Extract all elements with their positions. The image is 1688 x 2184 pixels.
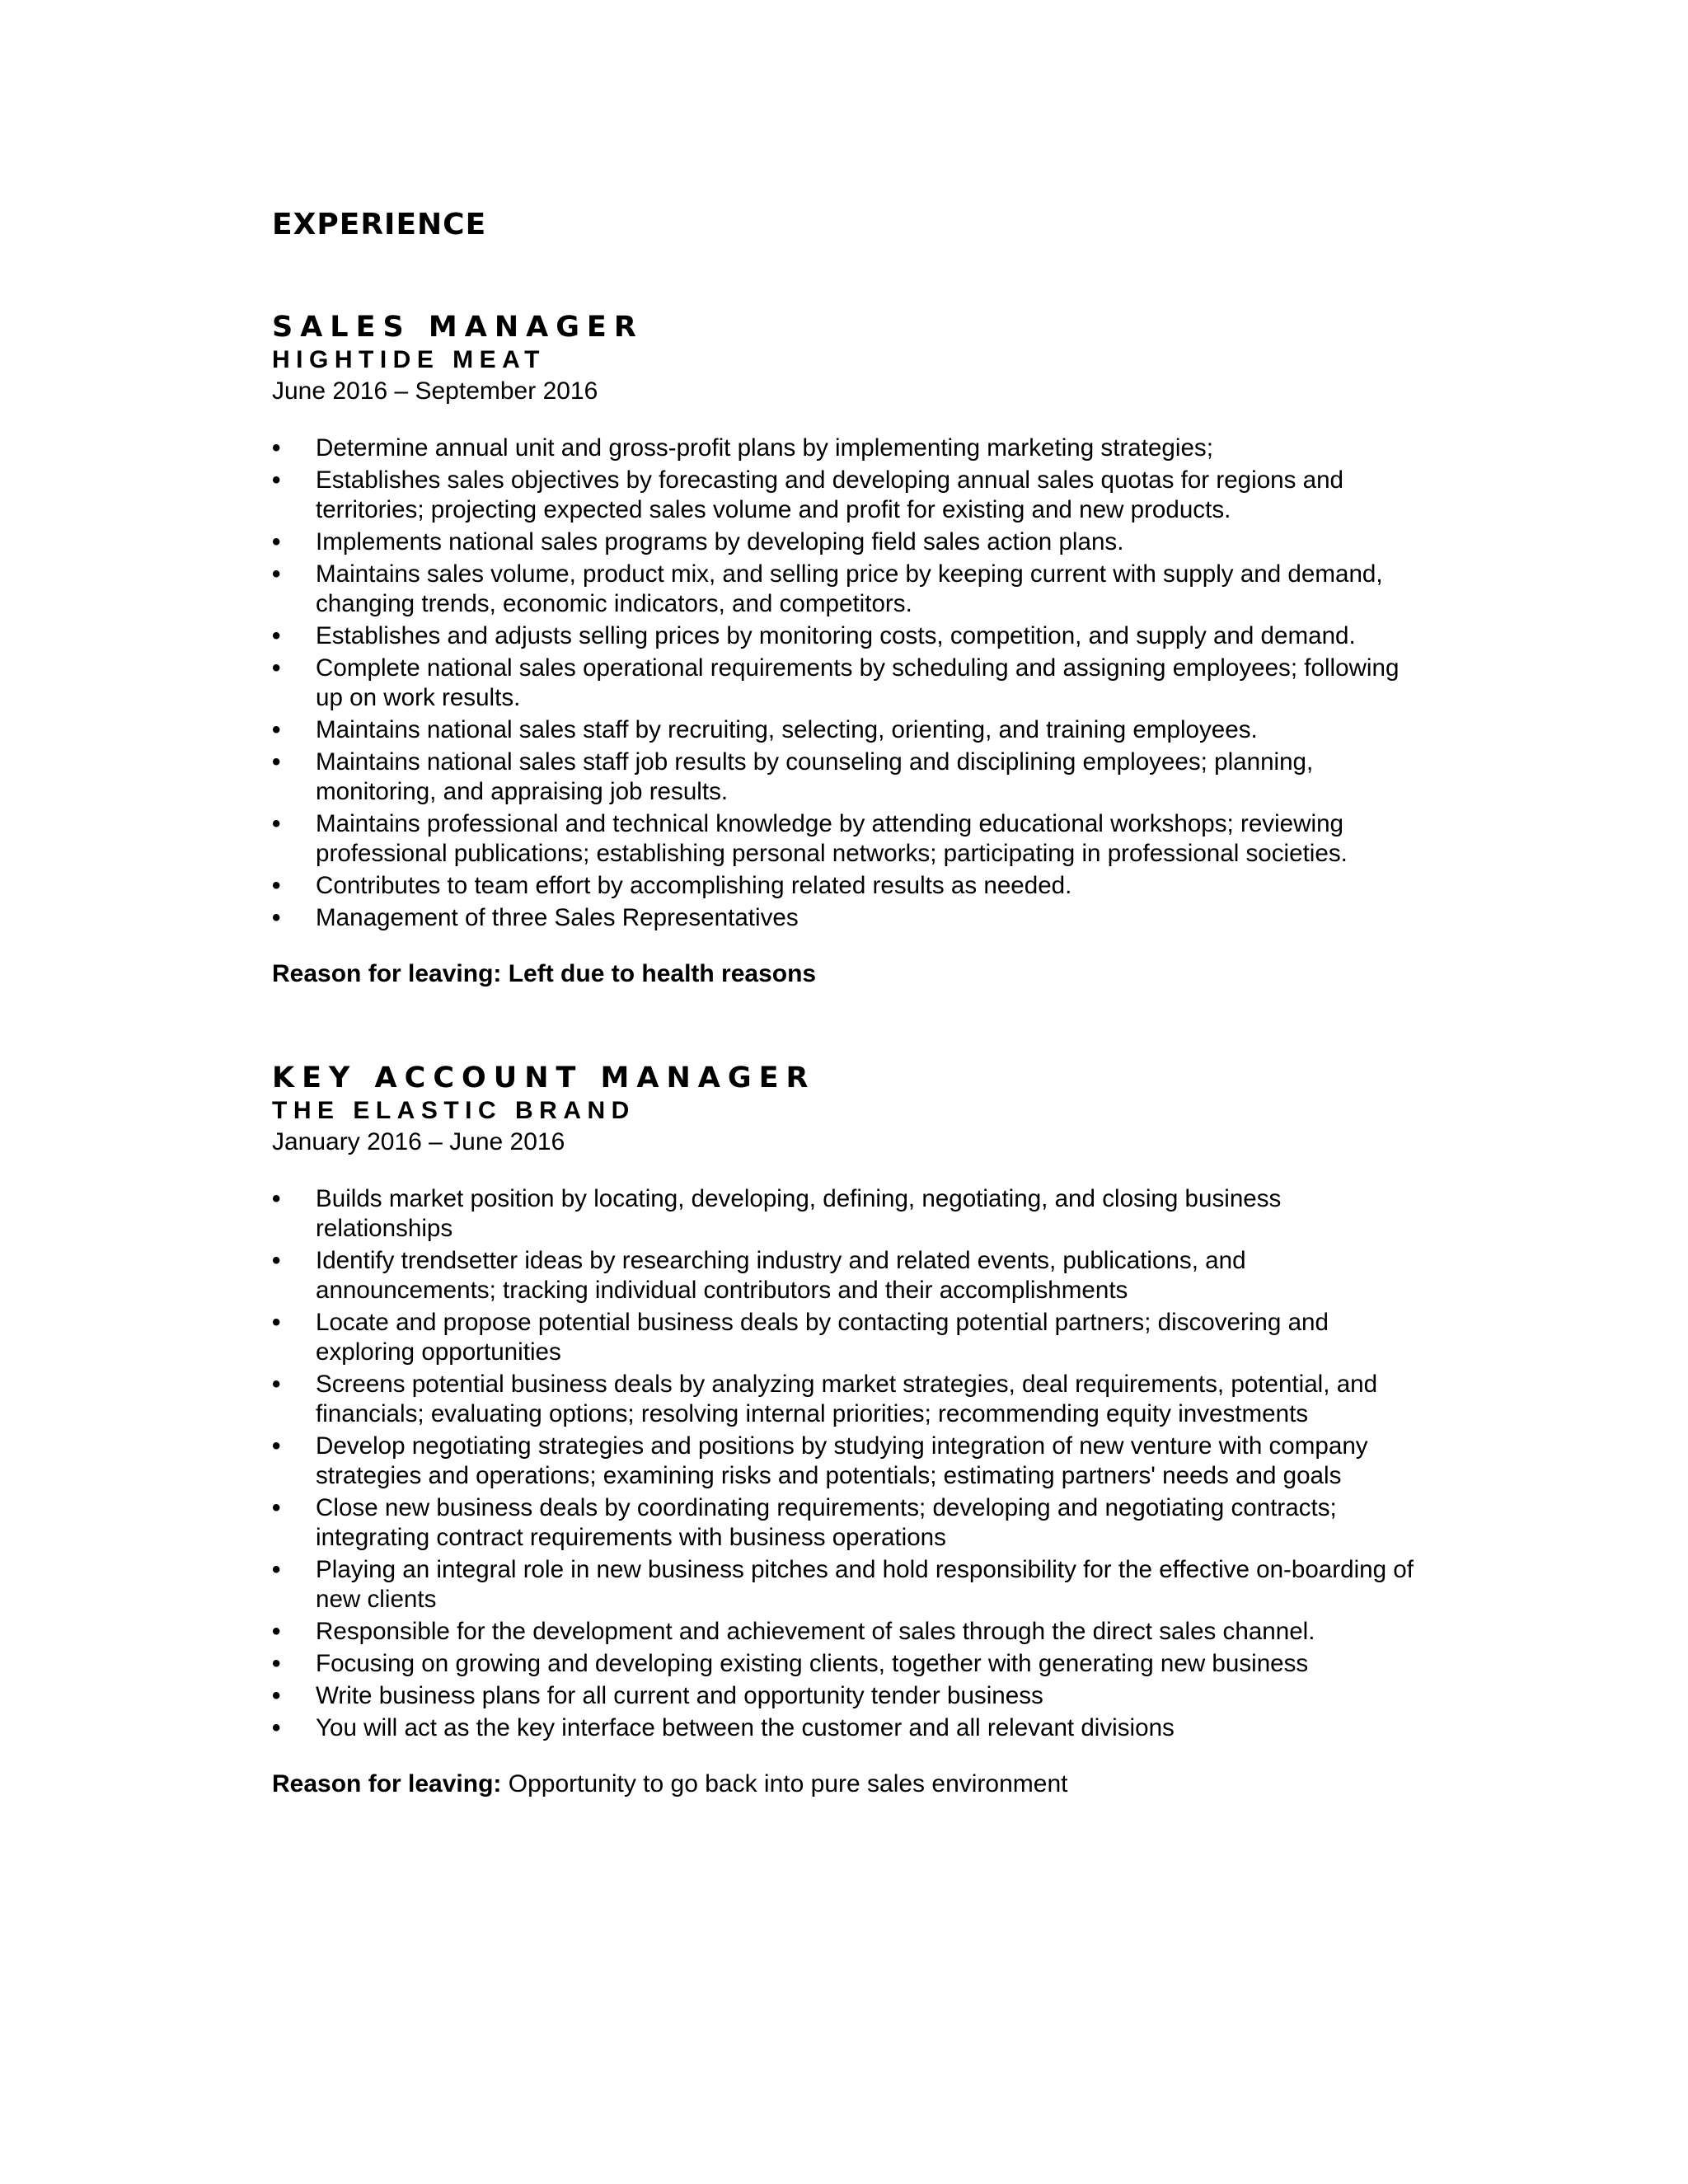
list-item bbox=[272, 621, 1418, 651]
list-item bbox=[272, 527, 1418, 557]
list-item bbox=[272, 903, 1418, 933]
bullet-icon: • bbox=[272, 1371, 281, 1398]
list-item bbox=[272, 1308, 1418, 1367]
bullet-icon: • bbox=[272, 560, 281, 588]
bullet-icon: • bbox=[272, 748, 281, 776]
list-item-text: Builds market position by locating, developing, defining, negotiating, and closing business relationships bbox=[316, 1185, 1282, 1242]
list-item bbox=[272, 1493, 1418, 1553]
bullet-icon: • bbox=[272, 434, 281, 462]
list-item-text: Screens potential business deals by analyzing market strategies, deal requirements, potential, and financials; evaluating options; resolving internal priorities; recommending equity investments bbox=[316, 1371, 1378, 1427]
bullet-icon: • bbox=[272, 904, 281, 931]
list-item-text: Identify trendsetter ideas by researching industry and related events, publications, and announcements; tracking individual contributors and their accomplishments bbox=[316, 1247, 1246, 1304]
list-item bbox=[272, 1432, 1418, 1491]
list-item-text: Maintains professional and technical knowledge by attending educational workshops; reviewing professional publications; establishing personal networks; participating in professional societies. bbox=[316, 810, 1348, 867]
list-item-text: Determine annual unit and gross-profit plans by implementing marketing strategies; bbox=[316, 434, 1213, 462]
reason-label: Reason for leaving: bbox=[272, 1770, 502, 1797]
reason-for-leaving: Reason for leaving: Left due to health reasons bbox=[272, 960, 817, 987]
bullet-icon: • bbox=[272, 1618, 281, 1645]
list-item-text: Maintains national sales staff by recruiting, selecting, orienting, and training employees. bbox=[316, 716, 1258, 743]
list-item bbox=[272, 1370, 1418, 1429]
bullet-icon: • bbox=[272, 1682, 281, 1709]
bullet-icon: • bbox=[272, 716, 281, 743]
bullet-icon: • bbox=[272, 1650, 281, 1677]
section-title-experience: EXPERIENCE bbox=[272, 208, 487, 241]
job-title: SALES MANAGER bbox=[272, 311, 644, 344]
list-item bbox=[272, 1246, 1418, 1305]
responsibilities-list bbox=[272, 434, 1418, 933]
bullet-icon: • bbox=[272, 810, 281, 837]
bullet-icon: • bbox=[272, 1556, 281, 1583]
list-item bbox=[272, 748, 1418, 807]
list-item-text: Develop negotiating strategies and positions by studying integration of new venture with company strategies and operations; examining risks and potentials; estimating partners' needs and goals bbox=[316, 1432, 1368, 1489]
list-item bbox=[272, 1617, 1418, 1647]
list-item bbox=[272, 871, 1418, 901]
list-item bbox=[272, 715, 1418, 745]
list-item bbox=[272, 1681, 1418, 1711]
bullet-icon: • bbox=[272, 872, 281, 899]
list-item-text: Implements national sales programs by developing field sales action plans. bbox=[316, 528, 1124, 555]
bullet-icon: • bbox=[272, 466, 281, 494]
list-item bbox=[272, 1184, 1418, 1244]
list-item-text: Write business plans for all current and opportunity tender business bbox=[316, 1682, 1043, 1709]
list-item-text: Focusing on growing and developing existing clients, together with generating new business bbox=[316, 1650, 1309, 1677]
list-item-text: Maintains sales volume, product mix, and selling price by keeping current with supply and demand, changing trends, economic indicators, and competitors. bbox=[316, 560, 1383, 617]
list-item bbox=[272, 560, 1418, 619]
bullet-icon: • bbox=[272, 622, 281, 649]
list-item-text: Maintains national sales staff job results by counseling and disciplining employees; planning, monitoring, and appraising job results. bbox=[316, 748, 1314, 805]
list-item-text: Establishes and adjusts selling prices by monitoring costs, competition, and supply and demand. bbox=[316, 622, 1356, 649]
list-item-text: Contributes to team effort by accomplishing related results as needed. bbox=[316, 872, 1072, 899]
list-item-text: Responsible for the development and achievement of sales through the direct sales channel. bbox=[316, 1618, 1315, 1645]
bullet-icon: • bbox=[272, 1714, 281, 1741]
list-item bbox=[272, 809, 1418, 869]
job-title: KEY ACCOUNT MANAGER bbox=[272, 1062, 816, 1094]
list-item-text: Management of three Sales Representatives bbox=[316, 904, 799, 931]
list-item bbox=[272, 1555, 1418, 1615]
list-item bbox=[272, 1713, 1418, 1743]
job-key-account-manager bbox=[272, 1061, 1418, 1800]
responsibilities-list bbox=[272, 1184, 1418, 1743]
employment-dates: June 2016 – September 2016 bbox=[272, 377, 598, 405]
list-item-text: Establishes sales objectives by forecasting and developing annual sales quotas for regions and territories; projecting expected sales volume and profit for existing and new products. bbox=[316, 466, 1344, 523]
list-item bbox=[272, 654, 1418, 713]
job-sales-manager bbox=[272, 310, 1418, 990]
list-item-text: You will act as the key interface between the customer and all relevant divisions bbox=[316, 1714, 1175, 1741]
bullet-icon: • bbox=[272, 654, 281, 682]
bullet-icon: • bbox=[272, 1247, 281, 1274]
list-item-text: Close new business deals by coordinating requirements; developing and negotiating contracts; integrating contract requirements with business operations bbox=[316, 1494, 1337, 1551]
reason-for-leaving bbox=[272, 1769, 1418, 1800]
list-item-text: Complete national sales operational requirements by scheduling and assigning employees; following up on work results. bbox=[316, 654, 1400, 711]
reason-value: Opportunity to go back into pure sales environment bbox=[508, 1770, 1068, 1797]
bullet-icon: • bbox=[272, 1432, 281, 1460]
bullet-icon: • bbox=[272, 1185, 281, 1212]
list-item bbox=[272, 1649, 1418, 1679]
list-item-text: Locate and propose potential business deals by contacting potential partners; discovering and exploring opportunities bbox=[316, 1309, 1329, 1366]
employment-dates: January 2016 – June 2016 bbox=[272, 1128, 565, 1155]
list-item bbox=[272, 434, 1418, 463]
bullet-icon: • bbox=[272, 1494, 281, 1521]
list-item-text: Playing an integral role in new business pitches and hold responsibility for the effective on-boarding of new clients bbox=[316, 1556, 1414, 1613]
list-item bbox=[272, 466, 1418, 525]
bullet-icon: • bbox=[272, 1309, 281, 1336]
company-name: HIGHTIDE MEAT bbox=[272, 346, 546, 373]
company-name: THE ELASTIC BRAND bbox=[272, 1097, 635, 1124]
bullet-icon: • bbox=[272, 528, 281, 555]
resume-page bbox=[272, 206, 1418, 1800]
